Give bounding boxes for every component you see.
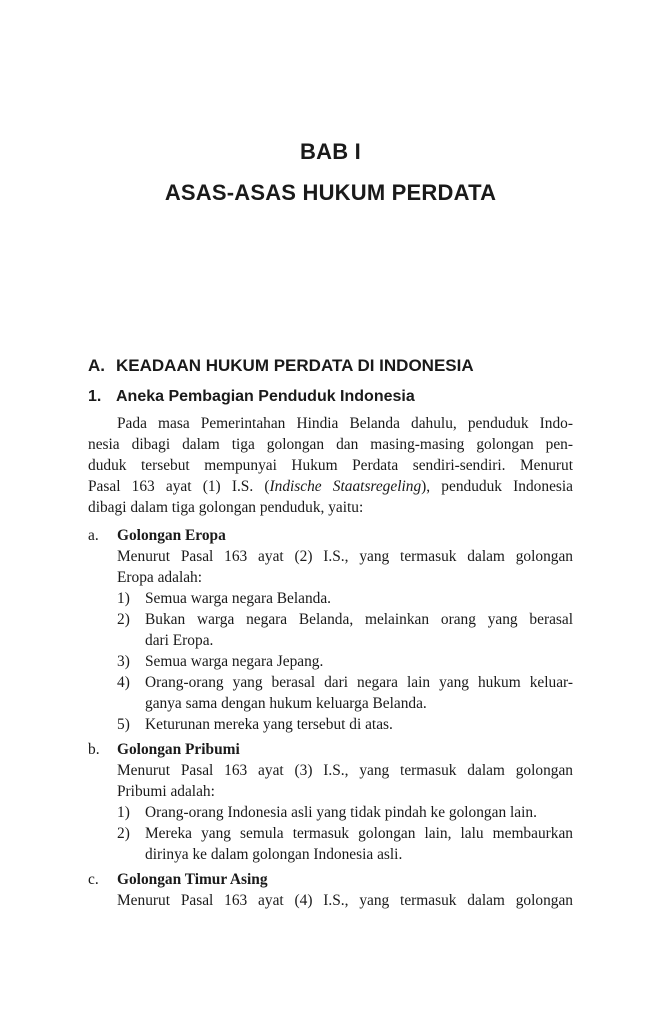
list-item-number: 2) [117,611,130,628]
intro-line: duduk tersebut mempunyai Hukum Perdata sendiri-sendiri. Menurut [88,457,573,474]
list-item-text: Keturunan mereka yang tersebut di atas. [145,716,393,733]
group-marker: c. [88,871,99,888]
list-item-text: Semua warga negara Jepang. [145,653,324,670]
group-desc-line: Menurut Pasal 163 ayat (2) I.S., yang termasuk dalam golongan [117,548,573,565]
list-item-text: Bukan warga negara Belanda, melainkan orang yang berasal [145,611,573,628]
list-item-text: Semua warga negara Belanda. [145,590,332,607]
group-title: Golongan Timur Asing [117,871,268,888]
section-a-marker: A. [88,356,105,375]
list-item-number: 1) [117,804,130,821]
group-marker: a. [88,527,99,544]
group-desc-line: Pribumi adalah: [117,783,215,800]
intro-text: ), penduduk Indonesia [421,478,573,495]
list-item-text: dari Eropa. [145,632,214,649]
section-1-title: Aneka Pembagian Penduduk Indonesia [116,388,415,405]
list-item-number: 2) [117,825,130,842]
section-a-title: KEADAAN HUKUM PERDATA DI INDONESIA [116,356,474,375]
intro-line: dibagi dalam tiga golongan penduduk, yaitu: [88,499,364,516]
intro-line [88,476,573,497]
section-a-heading [88,356,474,376]
intro-paragraph [88,413,573,518]
intro-italic-term: Indische Staatsregeling [269,478,422,495]
intro-line: Pada masa Pemerintahan Hindia Belanda dahulu, penduduk Indo- [117,415,573,432]
chapter-number: BAB I [300,139,361,164]
group-desc-line: Eropa adalah: [117,569,203,586]
list-item-number: 4) [117,674,130,691]
list-item-text: Mereka yang semula termasuk golongan lain, lalu membaurkan [145,825,573,842]
list-item-number: 5) [117,716,130,733]
intro-text: Pasal 163 ayat (1) I.S. ( [88,478,270,495]
list-item-number: 1) [117,590,130,607]
group-title: Golongan Pribumi [117,741,240,758]
list-item-text: Orang-orang yang berasal dari negara lain yang hukum keluar- [145,674,573,691]
list-item-number: 3) [117,653,130,670]
intro-line: nesia dibagi dalam tiga golongan dan masing-masing golongan pen- [88,436,573,453]
group-marker: b. [88,741,100,758]
group-desc-line: Menurut Pasal 163 ayat (3) I.S., yang termasuk dalam golongan [117,762,573,779]
list-item-text: ganya sama dengan hukum keluarga Belanda. [145,695,427,712]
section-1-marker: 1. [88,388,102,405]
section-1-heading [88,388,415,406]
list-item-text: dirinya ke dalam golongan Indonesia asli. [145,846,403,863]
group-desc-line: Menurut Pasal 163 ayat (4) I.S., yang termasuk dalam golongan [117,892,573,909]
chapter-title: ASAS-ASAS HUKUM PERDATA [164,180,497,205]
list-item-text: Orang-orang Indonesia asli yang tidak pindah ke golongan lain. [145,804,537,821]
group-title: Golongan Eropa [117,527,226,544]
